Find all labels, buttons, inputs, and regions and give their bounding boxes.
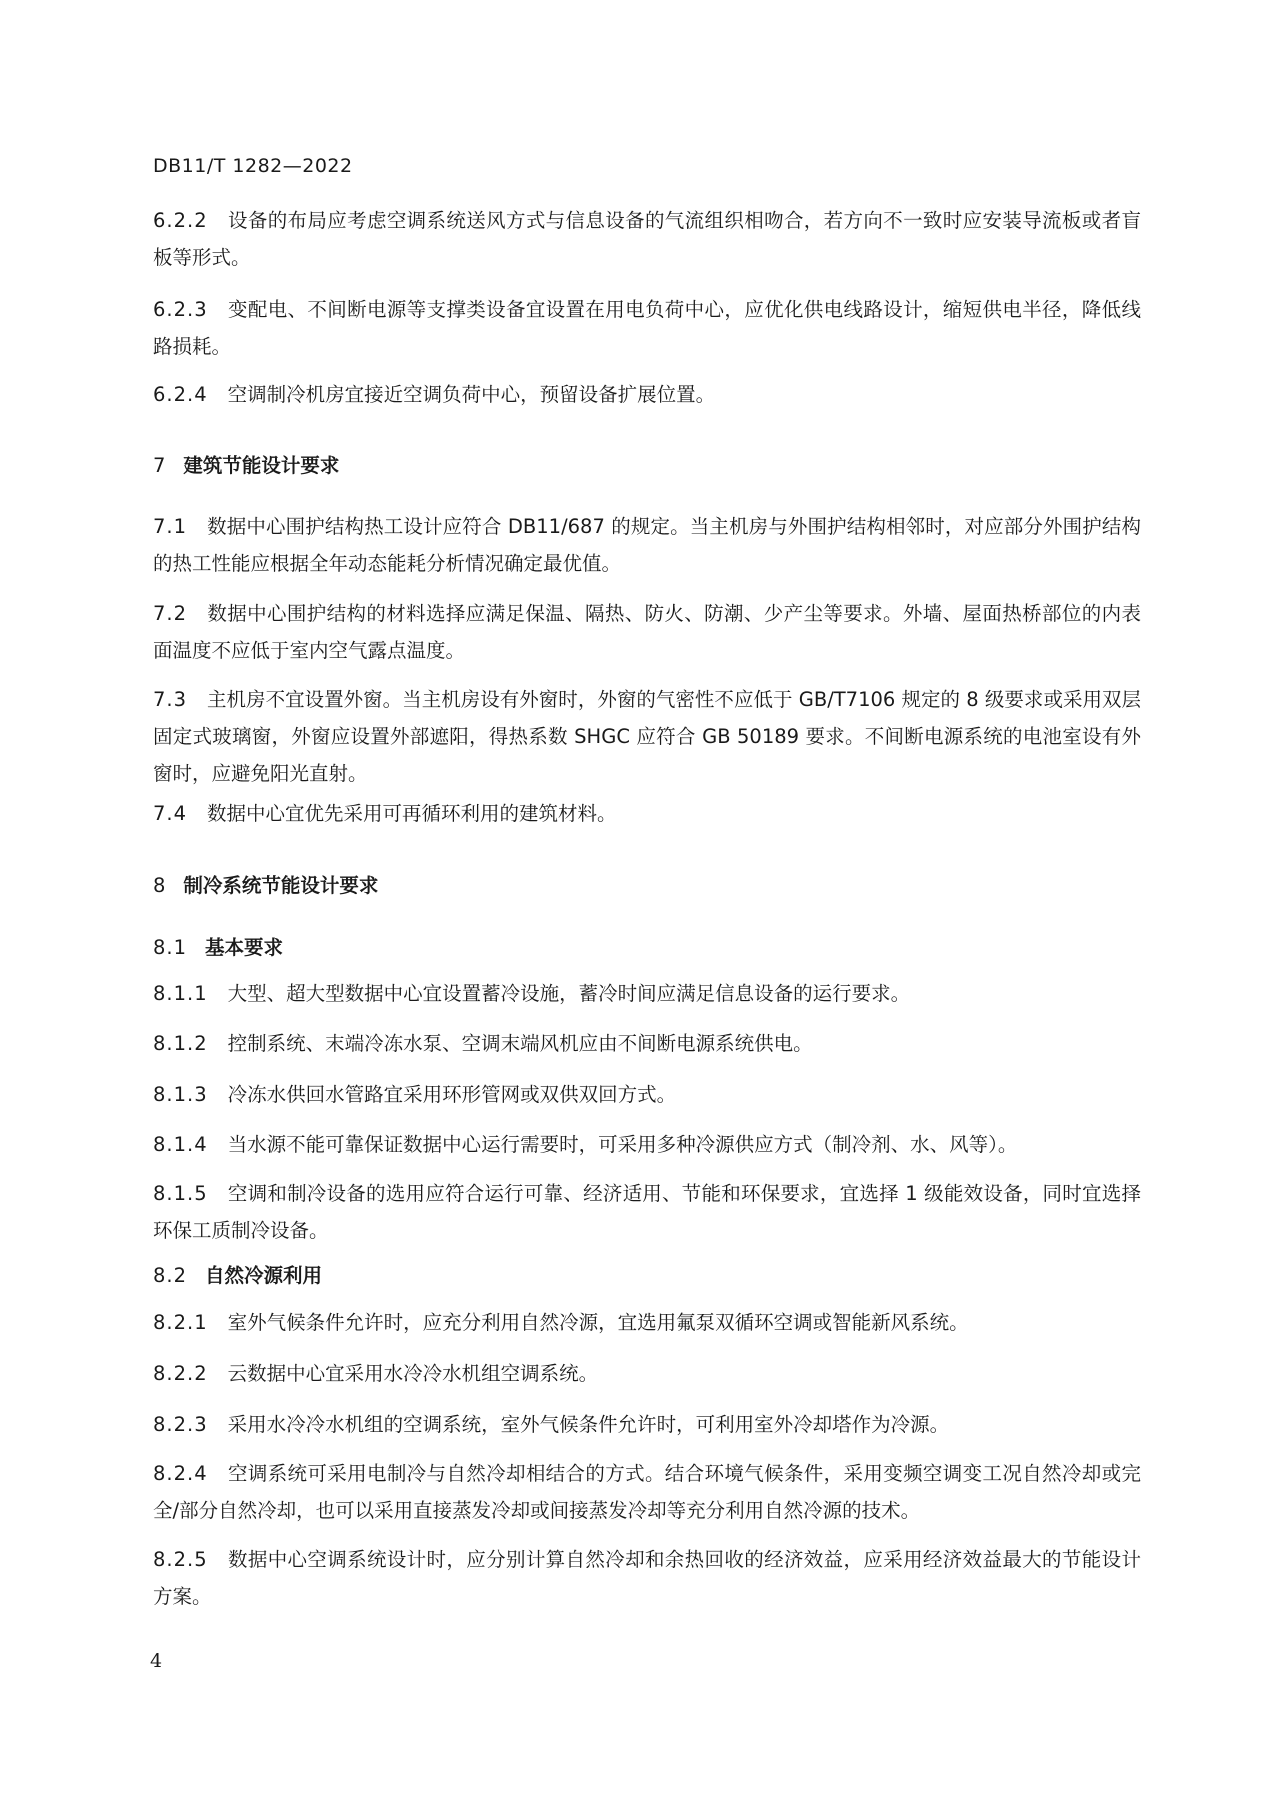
clause-8-1-4 <box>153 1126 1141 1163</box>
clause-number: 6.2.3 <box>153 298 208 321</box>
section-number: 7 <box>153 454 166 477</box>
clause-8-2-1 <box>153 1304 1141 1341</box>
clause-6-2-3 <box>153 291 1141 365</box>
clause-8-2-2 <box>153 1355 1141 1392</box>
section-number: 8.2 <box>153 1264 188 1287</box>
clause-8-1-1 <box>153 975 1141 1012</box>
clause-text: 主机房不宜设置外窗。当主机房设有外窗时，外窗的气密性不应低于 GB/T7106 规定的 8 级要求或采用双层固定式玻璃窗，外窗应设置外部遮阳，得热系数 SHGC 应符合 GB 50189 要求。不间断电源系统的电池室设有外窗时，应避免阳光直射。 <box>153 688 1141 785</box>
clause-text: 空调制冷机房宜接近空调负荷中心，预留设备扩展位置。 <box>227 383 716 406</box>
clause-8-1-2 <box>153 1025 1141 1062</box>
clause-text: 空调系统可采用电制冷与自然冷却相结合的方式。结合环境气候条件，采用变频空调变工况自然冷却或完全/部分自然冷却，也可以采用直接蒸发冷却或间接蒸发冷却等充分利用自然冷源的技术。 <box>153 1462 1141 1522</box>
clause-text: 云数据中心宜采用水冷冷水机组空调系统。 <box>227 1362 599 1385</box>
clause-number: 7.4 <box>153 802 188 825</box>
section-title: 制冷系统节能设计要求 <box>183 874 379 897</box>
clause-number: 8.2.1 <box>153 1311 208 1334</box>
clause-text: 控制系统、末端冷冻水泵、空调末端风机应由不间断电源系统供电。 <box>227 1032 813 1055</box>
clause-number: 8.1.3 <box>153 1083 208 1106</box>
clause-text: 数据中心空调系统设计时，应分别计算自然冷却和余热回收的经济效益，应采用经济效益最大的节能设计方案。 <box>153 1548 1141 1608</box>
subsection-heading-8-1 <box>153 932 283 960</box>
section-number: 8.1 <box>153 936 188 959</box>
clause-text: 变配电、不间断电源等支撑类设备宜设置在用电负荷中心，应优化供电线路设计，缩短供电半径，降低线路损耗。 <box>153 298 1141 358</box>
section-number: 8 <box>153 874 166 897</box>
clause-7-2 <box>153 595 1141 669</box>
clause-6-2-4 <box>153 376 1141 413</box>
clause-6-2-2 <box>153 202 1141 276</box>
clause-number: 6.2.4 <box>153 383 208 406</box>
clause-number: 6.2.2 <box>153 209 208 232</box>
clause-8-2-4 <box>153 1455 1141 1529</box>
clause-text: 大型、超大型数据中心宜设置蓄冷设施，蓄冷时间应满足信息设备的运行要求。 <box>227 982 911 1005</box>
clause-number: 8.1.2 <box>153 1032 208 1055</box>
clause-number: 8.2.2 <box>153 1362 208 1385</box>
page-number: 4 <box>150 1650 163 1672</box>
clause-number: 8.2.4 <box>153 1462 208 1485</box>
clause-text: 当水源不能可靠保证数据中心运行需要时，可采用多种冷源供应方式（制冷剂、水、风等）。 <box>227 1133 1018 1156</box>
clause-text: 数据中心围护结构的材料选择应满足保温、隔热、防火、防潮、少产尘等要求。外墙、屋面热桥部位的内表面温度不应低于室内空气露点温度。 <box>153 602 1141 662</box>
clause-number: 7.3 <box>153 688 188 711</box>
clause-text: 冷冻水供回水管路宜采用环形管网或双供双回方式。 <box>227 1083 677 1106</box>
section-title: 建筑节能设计要求 <box>183 454 340 477</box>
clause-8-2-3 <box>153 1406 1141 1443</box>
clause-text: 室外气候条件允许时，应充分利用自然冷源，宜选用氟泵双循环空调或智能新风系统。 <box>227 1311 969 1334</box>
clause-7-4 <box>153 795 1141 832</box>
clause-number: 7.2 <box>153 602 188 625</box>
section-title: 自然冷源利用 <box>205 1264 323 1287</box>
clause-number: 8.2.3 <box>153 1413 208 1436</box>
clause-text: 数据中心宜优先采用可再循环利用的建筑材料。 <box>207 802 617 825</box>
clause-number: 8.2.5 <box>153 1548 208 1571</box>
clause-number: 8.1.5 <box>153 1182 208 1205</box>
clause-text: 数据中心围护结构热工设计应符合 DB11/687 的规定。当主机房与外围护结构相邻时，对应部分外围护结构的热工性能应根据全年动态能耗分析情况确定最优值。 <box>153 515 1141 575</box>
section-heading-8 <box>153 870 378 898</box>
clause-7-1 <box>153 508 1141 582</box>
clause-8-2-5 <box>153 1541 1141 1615</box>
standard-code-header: DB11/T 1282—2022 <box>153 155 353 177</box>
section-heading-7 <box>153 450 339 478</box>
clause-8-1-5 <box>153 1175 1141 1249</box>
clause-7-3 <box>153 681 1141 792</box>
subsection-heading-8-2 <box>153 1260 322 1288</box>
clause-number: 8.1.4 <box>153 1133 208 1156</box>
clause-text: 设备的布局应考虑空调系统送风方式与信息设备的气流组织相吻合，若方向不一致时应安装导流板或者盲板等形式。 <box>153 209 1141 269</box>
section-title: 基本要求 <box>205 936 284 959</box>
clause-number: 7.1 <box>153 515 188 538</box>
clause-8-1-3 <box>153 1076 1141 1113</box>
clause-text: 采用水冷冷水机组的空调系统，室外气候条件允许时，可利用室外冷却塔作为冷源。 <box>227 1413 950 1436</box>
clause-text: 空调和制冷设备的选用应符合运行可靠、经济适用、节能和环保要求，宜选择 1 级能效设备，同时宜选择环保工质制冷设备。 <box>153 1182 1141 1242</box>
clause-number: 8.1.1 <box>153 982 208 1005</box>
